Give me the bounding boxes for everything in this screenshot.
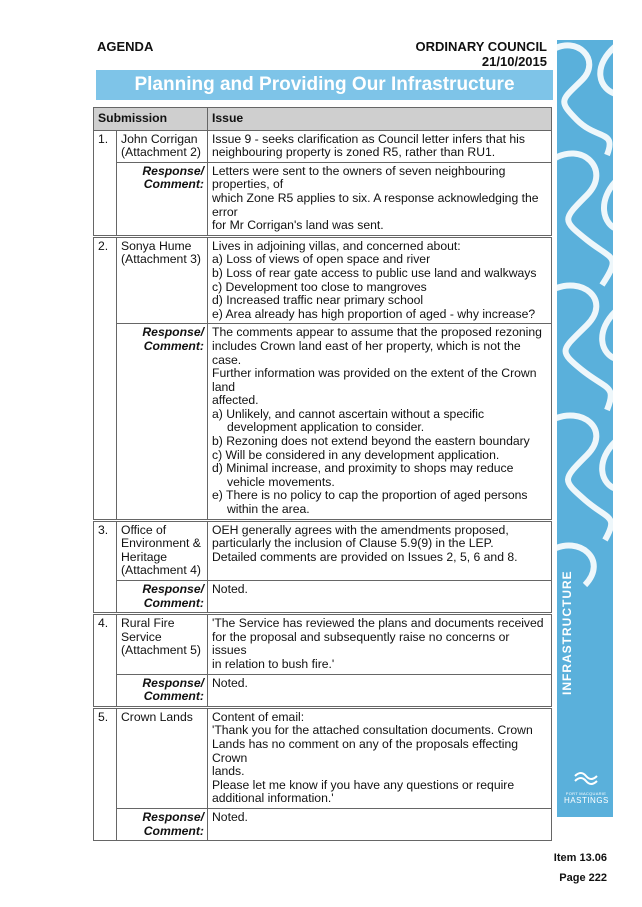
meeting-info [416,39,547,69]
response-label: Response/ Comment: [117,581,208,613]
response-text: Noted. [208,674,552,706]
response-row [94,674,552,706]
response-text: The comments appear to assume that the proposed rezoning includes Crown land east of her property, which is not the case. Further information was provided on the extent of the Crown land affected. a) Unlikely, and cannot ascertain without a specific development application to consider. b) Rezoning does not extend beyond the eastern boundary c) Will be considered in any development application. d) Minimal increase, and proximity to shops may reduce vehicle movements. e) There is no policy to cap the proportion of aged persons within the area. [208,324,552,519]
response-label: Response/ Comment: [117,808,208,840]
response-label: Response/ Comment: [117,324,208,519]
page-number: Page 222 [559,872,607,884]
issue-text: OEH generally agrees with the amendments proposed, particularly the inclusion of Clause 5.9(9) in the LEP. Detailed comments are provided on Issues 2, 5, 6 and 8. [208,521,552,580]
table-row [94,521,552,580]
council-logo [564,770,608,805]
section-banner: Planning and Providing Our Infrastructure [96,70,553,100]
column-header-submission: Submission [94,108,208,131]
submitter-name: Office of Environment & Heritage (Attachment 4) [117,521,208,580]
response-text: Letters were sent to the owners of seven neighbouring properties, of which Zone R5 applies to six. A response acknowledging the error for Mr Corrigan's land was sent. [208,162,552,235]
agenda-label: AGENDA [97,39,154,54]
row-number: 5. [94,708,117,840]
issue-text: Content of email: 'Thank you for the attached consultation documents. Crown Lands has no comment on any of the proposals effecting Crown lands. Please let me know if you have any questions or require additional information.' [208,708,552,808]
response-row [94,162,552,235]
table-header-row [94,108,552,131]
issue-text: Issue 9 - seeks clarification as Council letter infers that his neighbouring property is zoned R5, rather than RU1. [208,130,552,162]
row-number: 2. [94,237,117,519]
meeting-name: ORDINARY COUNCIL [415,39,547,54]
response-row [94,581,552,613]
response-label: Response/ Comment: [117,162,208,235]
waves-logo-icon [573,770,599,786]
table-row [94,708,552,808]
submissions-table [93,107,552,841]
row-number: 1. [94,130,117,235]
column-header-issue: Issue [208,108,552,131]
submitter-name: Sonya Hume (Attachment 3) [117,237,208,324]
row-number: 3. [94,521,117,613]
response-text: Noted. [208,808,552,840]
response-text: Noted. [208,581,552,613]
table-row [94,237,552,324]
sidebar-section-label: INFRASTRUCTURE [560,570,574,695]
issue-text: 'The Service has reviewed the plans and documents received for the proposal and subsequently raise no concerns or issues in relation to bush fire.' [208,615,552,674]
response-row [94,324,552,519]
issue-text: Lives in adjoining villas, and concerned about: a) Loss of views of open space and river b) Loss of rear gate access to public use land and walkways c) Development too close to mangroves d) Increased traffic near primary school e) Area already has high proportion of aged - why increase? [208,237,552,324]
submitter-name: Crown Lands [117,708,208,808]
row-number: 4. [94,615,117,707]
meeting-date: 21/10/2015 [481,54,547,69]
submitter-name: Rural Fire Service (Attachment 5) [117,615,208,674]
table-row [94,615,552,674]
logo-text-big: HASTINGS [564,796,609,805]
item-number: Item 13.06 [553,852,607,864]
table-row [94,130,552,162]
submitter-name: John Corrigan (Attachment 2) [117,130,208,162]
response-label: Response/ Comment: [117,674,208,706]
response-row [94,808,552,840]
logo-text-small: PORT MACQUARIE [565,791,607,796]
